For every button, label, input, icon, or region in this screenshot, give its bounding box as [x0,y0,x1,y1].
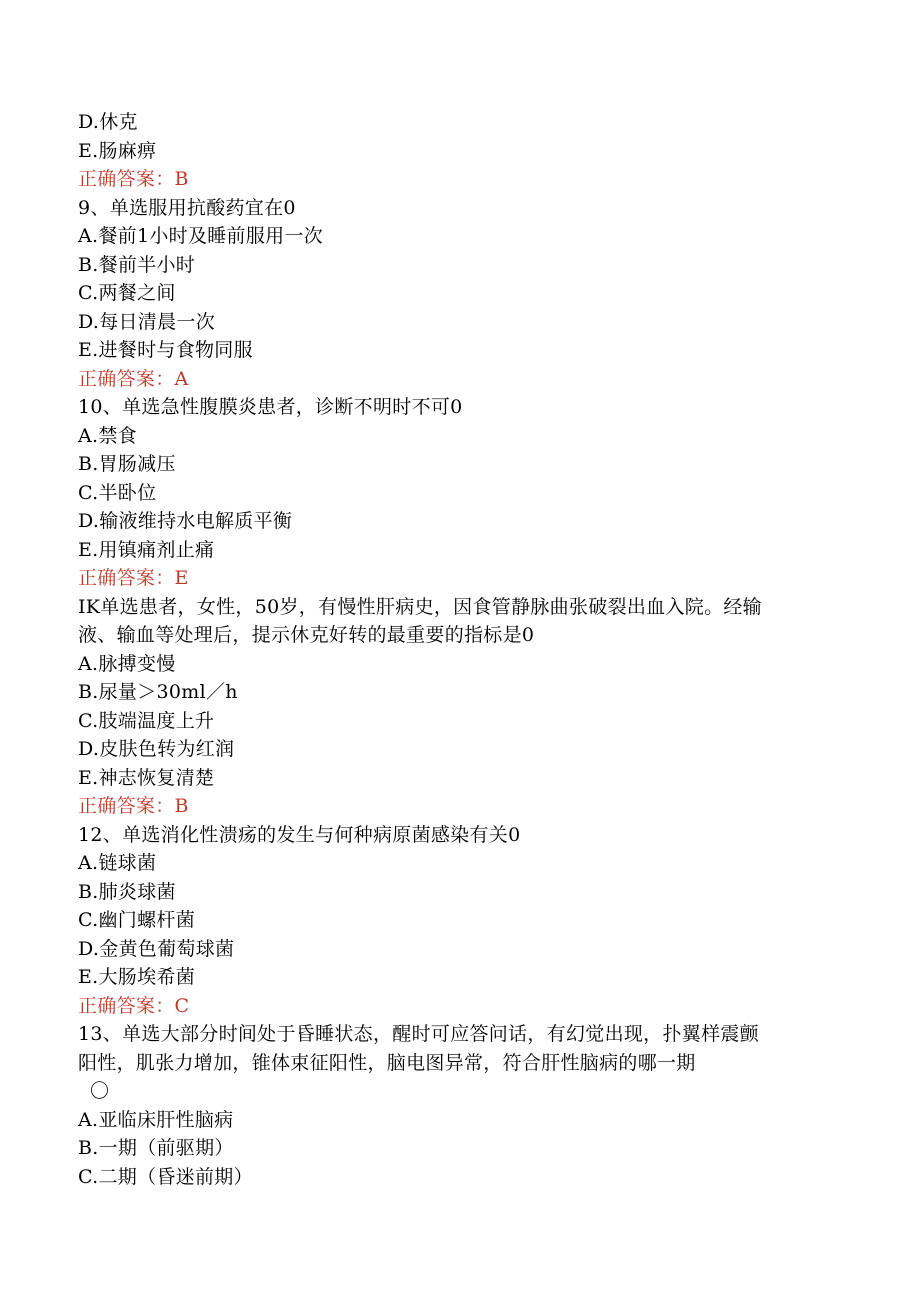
option-b: B.餐前半小时 [78,253,196,276]
option-a: A.亚临床肝性脑病 [78,1108,234,1131]
option-c: C.肢端温度上升 [78,709,215,732]
option-d: D.每日清晨一次 [78,310,215,333]
option-e: E.用镇痛剂止痛 [78,538,215,561]
question-11-line-2: 液、输血等处理后，提示休克好转的最重要的指标是0 [78,624,535,646]
option-a: A.脉搏变慢 [78,652,176,675]
question-13-blank: 〇 [90,1080,110,1102]
option-e: E.肠麻痹 [78,139,157,162]
option-b: B.尿量＞30ml／h [78,681,238,703]
option-a: A.链球菌 [78,852,157,874]
question-9: 9、单选服用抗酸药宜在0 [78,196,296,219]
option-d: D.休克 [78,111,138,133]
question-13-line-1: 13、单选大部分时间处于昏睡状态，醒时可应答问话，有幻觉出现，扑翼样震颤 [78,1023,759,1045]
answer-text: 正确答案：C [78,994,190,1017]
option-d: D.输液维持水电解质平衡 [78,510,293,532]
option-c: C.幽门螺杆菌 [78,909,196,931]
answer-text: 正确答案：A [78,367,189,390]
answer-text: 正确答案：E [78,567,189,589]
answer-text: 正确答案：B [78,795,189,817]
option-b: B.肺炎球菌 [78,880,176,903]
option-d: D.皮肤色转为红润 [78,738,235,760]
option-e: E.大肠埃希菌 [78,966,196,988]
question-11-line-1: IK单选患者，女性，50岁，有慢性肝病史，因食管静脉曲张破裂出血入院。经输 [78,595,762,618]
answer-text: 正确答案：B [78,168,189,190]
option-c: C.半卧位 [78,481,157,504]
question-12: 12、单选消化性溃疡的发生与何种病原菌感染有关0 [78,823,521,846]
question-13-line-2: 阳性，肌张力增加，锥体束征阳性，脑电图异常，符合肝性脑病的哪一期 [78,1051,696,1074]
option-c: C.二期（昏迷前期） [78,1165,253,1188]
option-b: B.胃肠减压 [78,453,176,475]
question-10: 10、单选急性腹膜炎患者，诊断不明时不可0 [78,396,463,418]
option-d: D.金黄色葡萄球菌 [78,937,235,960]
option-e: E.神志恢复清楚 [78,766,215,789]
option-c: C.两餐之间 [78,282,176,304]
option-a: A.禁食 [78,424,137,447]
exam-content [78,108,848,1191]
option-e: E.进餐时与食物同服 [78,339,253,361]
option-b: B.一期（前驱期） [78,1137,234,1159]
option-a: A.餐前1小时及睡前服用一次 [78,225,324,247]
